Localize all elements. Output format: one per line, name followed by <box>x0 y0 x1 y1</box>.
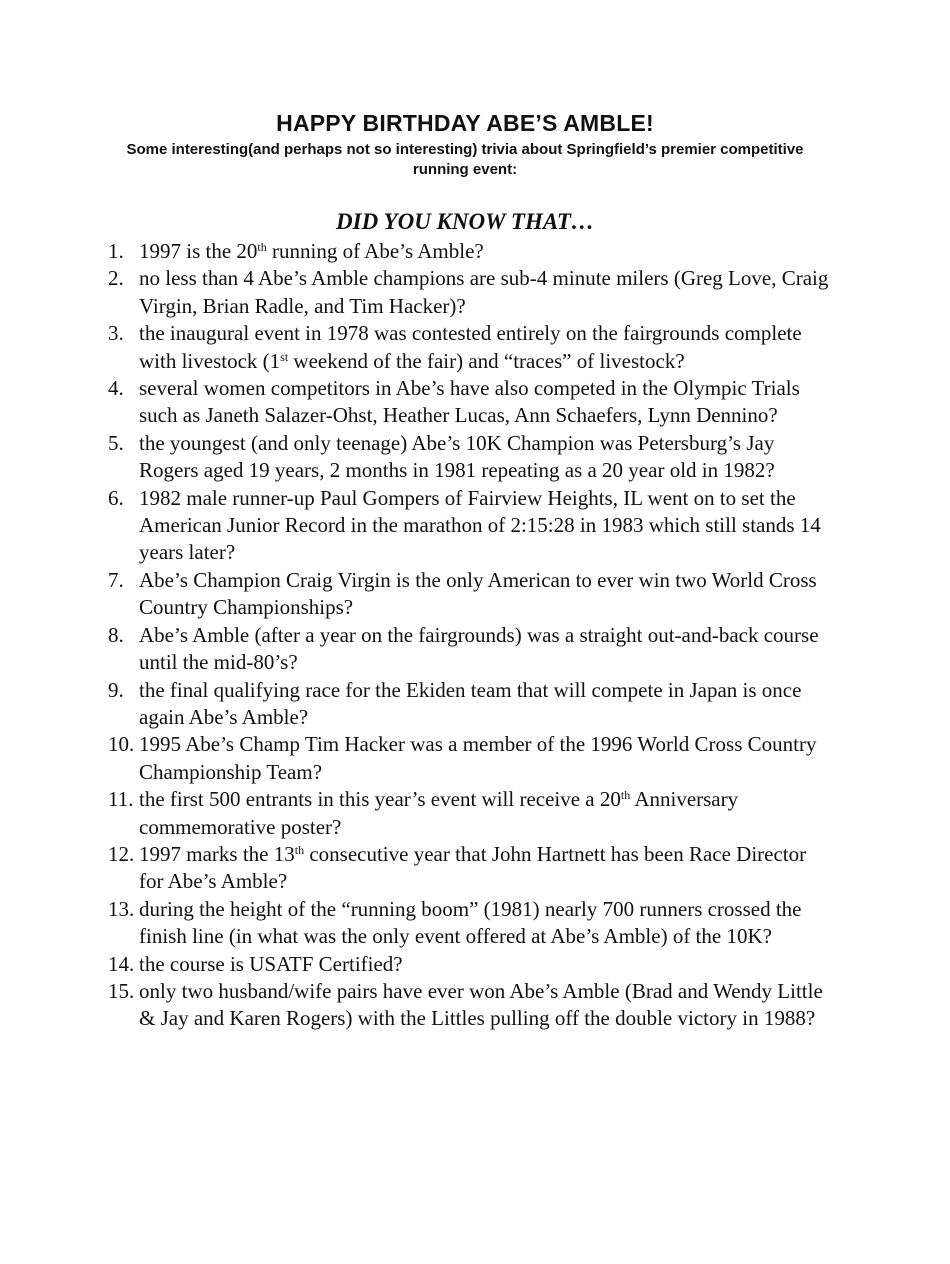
item-text: Abe’s Amble (after a year on the fairgrounds) was a straight out-and-back course until the mid-80’s? <box>139 622 819 675</box>
trivia-item <box>108 731 833 786</box>
trivia-item <box>108 265 833 320</box>
trivia-item <box>108 622 833 677</box>
trivia-list <box>108 238 833 1033</box>
item-number: 10. <box>108 732 135 757</box>
item-number: 11. <box>108 787 134 812</box>
item-text: 1997 marks the 13 <box>139 841 295 866</box>
trivia-item <box>108 375 833 430</box>
item-superscript: th <box>294 842 305 857</box>
item-number: 9. <box>108 677 124 702</box>
trivia-item <box>108 430 833 485</box>
document-subtitle: Some interesting(and perhaps not so interesting) trivia about Springfield’s premier competitive running event: <box>126 141 804 178</box>
trivia-item <box>108 978 833 1033</box>
item-number: 12. <box>108 841 135 866</box>
item-text: the final qualifying race for the Ekiden team that will compete in Japan is once again Abe’s Amble? <box>139 677 802 729</box>
trivia-item <box>108 786 833 841</box>
item-text: the course is USATF Certified? <box>139 951 403 976</box>
trivia-item <box>108 841 833 896</box>
item-text-continued: consecutive year that John Hartnett has been Race Director for Abe’s Amble? <box>139 841 807 894</box>
item-superscript: th <box>620 788 631 803</box>
item-number: 15. <box>108 978 135 1003</box>
trivia-item <box>108 485 833 567</box>
item-superscript: st <box>280 349 289 364</box>
item-text: during the height of the “running boom” (1981) nearly 700 runners crossed the finish line (in what was the only event offered at Abe’s Amble) of the 10K? <box>139 896 802 949</box>
item-number: 3. <box>108 321 124 346</box>
document-title: HAPPY BIRTHDAY ABE’S AMBLE! <box>276 110 654 136</box>
item-number: 14. <box>108 951 135 976</box>
item-text: several women competitors in Abe’s have also competed in the Olympic Trials such as Janeth Salazer-Ohst, Heather Lucas, Ann Schaefers, Lynn Dennino? <box>139 376 800 428</box>
item-text: the inaugural event in 1978 was contested entirely on the fairgrounds complete with livestock (1 <box>139 321 802 373</box>
item-number: 7. <box>108 567 124 592</box>
item-text: the youngest (and only teenage) Abe’s 10K Champion was Petersburg’s Jay Rogers aged 19 years, 2 months in 1981 repeating as a 20 year old in 1982? <box>139 430 775 483</box>
item-number: 6. <box>108 485 124 510</box>
item-text: Abe’s Champion Craig Virgin is the only American to ever win two World Cross Country Championships? <box>139 567 817 620</box>
trivia-item <box>108 567 833 622</box>
trivia-item <box>108 677 833 732</box>
item-text: no less than 4 Abe’s Amble champions are sub-4 minute milers (Greg Love, Craig Virgin, Brian Radle, and Tim Hacker)? <box>139 266 829 318</box>
section-heading: DID YOU KNOW THAT… <box>336 209 594 234</box>
item-number: 8. <box>108 622 124 647</box>
item-text: 1997 is the 20 <box>139 239 258 263</box>
item-superscript: th <box>257 240 267 254</box>
item-number: 4. <box>108 376 124 401</box>
item-number: 5. <box>108 430 124 455</box>
item-text-continued: Anniversary commemorative poster? <box>139 787 739 839</box>
item-text: 1995 Abe’s Champ Tim Hacker was a member of the 1996 World Cross Country Championship Team? <box>139 732 817 784</box>
item-text: only two husband/wife pairs have ever won Abe’s Amble (Brad and Wendy Little & Jay and Karen Rogers) with the Littles pulling off the double victory in 1988? <box>139 978 823 1031</box>
trivia-item <box>108 896 833 951</box>
item-text: the first 500 entrants in this year’s event will receive a 20 <box>139 787 621 812</box>
trivia-item <box>108 951 833 978</box>
trivia-item <box>108 238 833 265</box>
item-number: 2. <box>108 266 124 291</box>
item-text-continued: weekend of the fair) and “traces” of livestock? <box>288 348 685 373</box>
item-text: 1982 male runner-up Paul Gompers of Fairview Heights, IL went on to set the American Junior Record in the marathon of 2:15:28 in 1983 which still stands 14 years later? <box>139 485 821 565</box>
item-number: 1. <box>108 239 124 263</box>
trivia-item <box>108 320 833 375</box>
item-number: 13. <box>108 896 135 921</box>
item-text-continued: running of Abe’s Amble? <box>266 239 484 263</box>
